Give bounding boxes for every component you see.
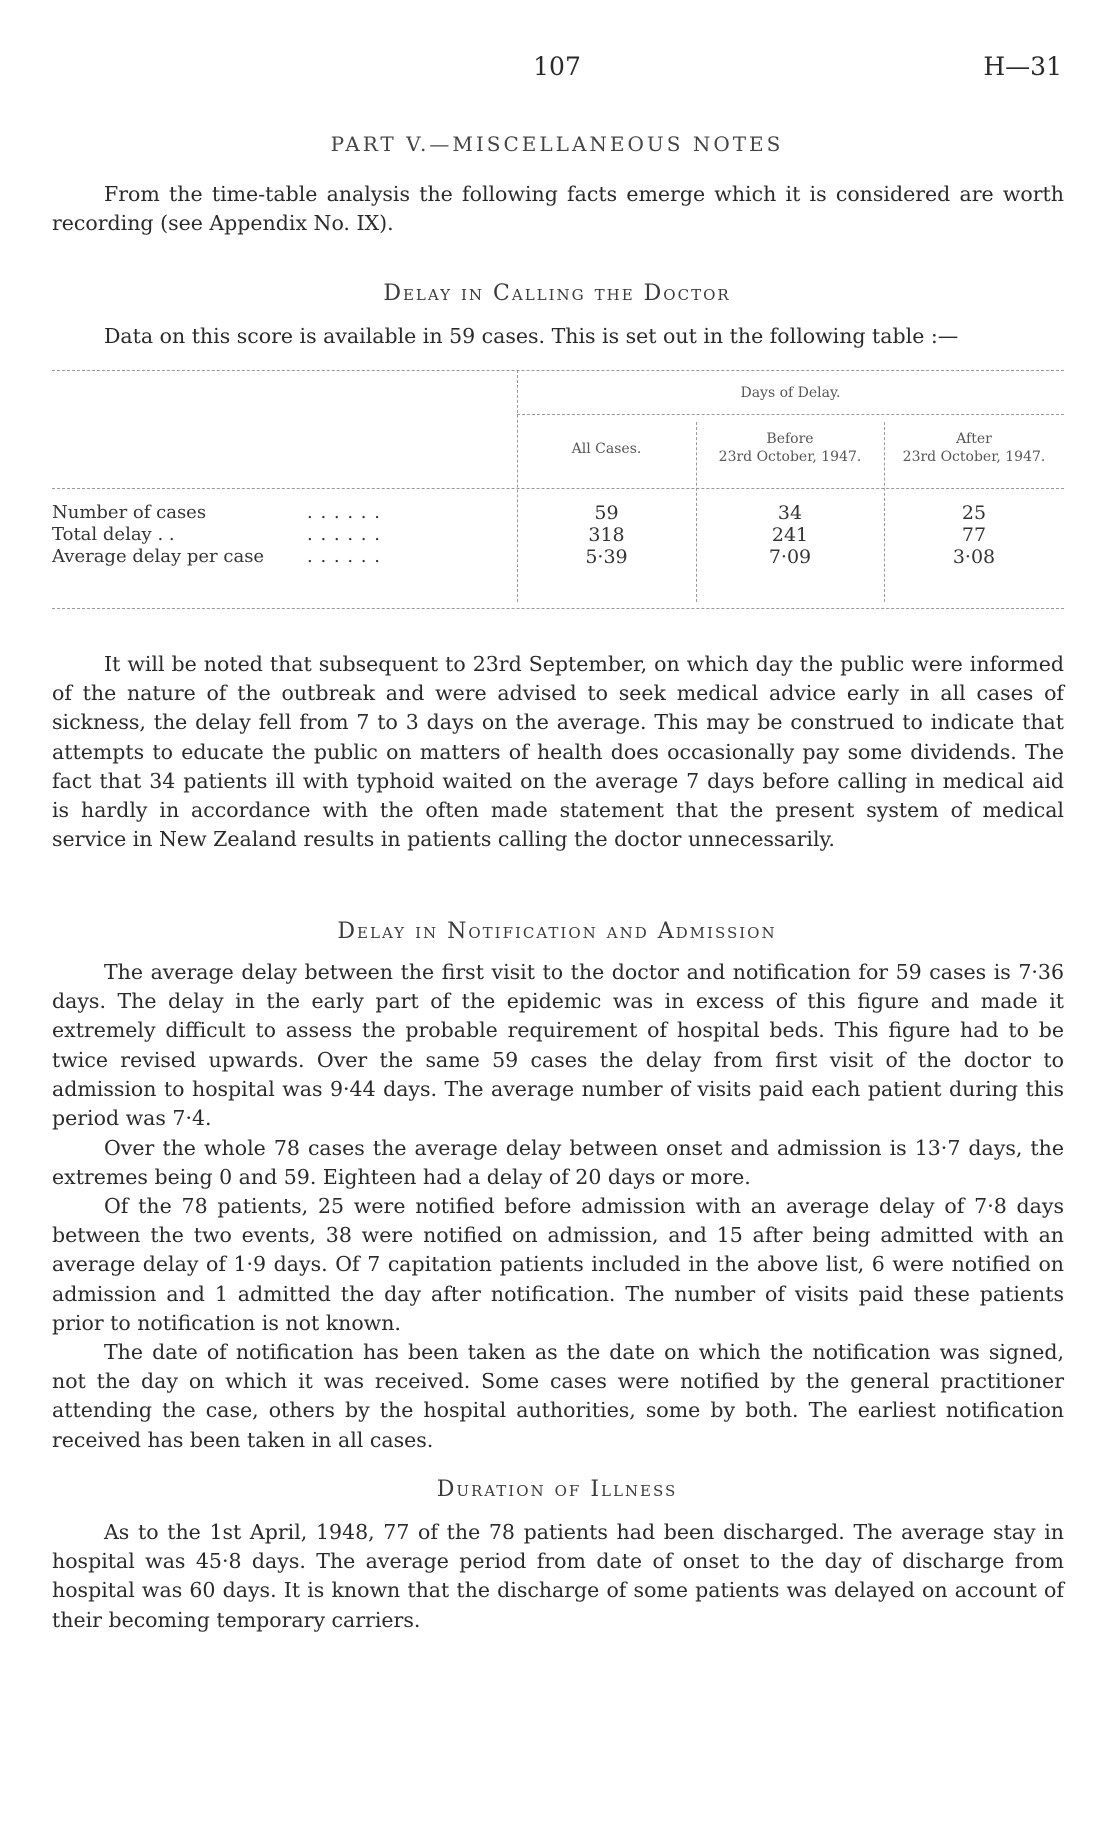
section-title-delay-notification: Delay in Notification and Admission xyxy=(337,919,777,944)
row-label-number-of-cases: Number of cases xyxy=(52,502,207,523)
section2-paragraph-1: The average delay between the first visit to the doctor and notification for 59 cases is 7·36 days. The delay in the early part of the epidemic was in excess of this figure and made it extremely difficult to assess the probable requirement of hospital beds. This figure had to be twice revised upwards. Over the same 59 cases the delay from first visit of the doctor to admission to hospital was 9·44 days. The average number of visits paid each patient during this period was 7·4. xyxy=(52,960,1064,1131)
row-label-average-delay: Average delay per case xyxy=(52,546,265,567)
section3-paragraph: As to the 1st April, 1948, 77 of the 78 patients had been discharged. The average stay in hospital was 45·8 days. The average period from date of onset to the day of discharge from hospital was 60 days. It is known that the discharge of some patients was delayed on account of their becoming temporary carriers. xyxy=(52,1520,1064,1632)
table-cell: 241 xyxy=(771,524,809,546)
table-cell: 77 xyxy=(961,524,987,546)
row-label-total-delay: Total delay . . xyxy=(52,524,175,545)
section1-lead: Data on this score is available in 59 cases. This is set out in the following table :— xyxy=(104,324,959,348)
section-title-delay-calling-doctor: Delay in Calling the Doctor xyxy=(383,281,731,306)
column-header-after: After xyxy=(956,431,992,447)
section2-paragraph-2: Over the whole 78 cases the average delay between onset and admission is 13·7 days, the extremes being 0 and 59. Eighteen had a delay of 20 days or more. xyxy=(52,1136,1064,1190)
section1-paragraph: It will be noted that subsequent to 23rd September, on which day the public were informed of the nature of the outbreak and were advised to seek medical advice early in all cases of sickness, the delay fell from 7 to 3 days on the average. This may be construed to indicate that attempts to educate the public on matters of health does occasionally pay some dividends. The fact that 34 patients ill with typhoid waited on the average 7 days before calling in medical aid is hardly in accordance with the often made statement that the present system of medical service in New Zealand results in patients calling the doctor unnecessarily. xyxy=(52,652,1064,852)
table-cell: 7·09 xyxy=(768,546,812,568)
table-bottom-rule xyxy=(52,608,1064,609)
document-code: H—31 xyxy=(983,52,1062,81)
section-title-duration-of-illness: Duration of Illness xyxy=(436,1477,678,1502)
leader-dots: . . . . . . xyxy=(307,502,381,523)
table-header-bottom-rule xyxy=(52,488,1064,489)
column-header-after-date: 23rd October, 1947. xyxy=(902,449,1046,465)
table-cell: 59 xyxy=(594,502,619,524)
column-header-before: Before xyxy=(766,431,814,447)
column-header-before-date: 23rd October, 1947. xyxy=(718,449,862,465)
table-cell: 25 xyxy=(961,502,987,524)
intro-paragraph: From the time-table analysis the following facts emerge which it is considered are worth recording (see Appendix No. IX). xyxy=(52,182,1064,236)
delay-table xyxy=(52,370,1064,612)
section2-paragraph-4: The date of notification has been taken as the date on which the notification was signed, not the day on which it was received. Some cases were notified by the general practitioner attending the case, others by the hospital authorities, some by both. The earliest notification received has been taken in all cases. xyxy=(52,1340,1064,1452)
leader-dots: . . . . . . xyxy=(307,524,381,545)
part-title: PART V.—MISCELLANEOUS NOTES xyxy=(330,132,784,156)
page-number: 107 xyxy=(533,52,581,81)
table-group-header: Days of Delay. xyxy=(740,385,841,401)
column-header-all-cases: All Cases. xyxy=(571,441,642,457)
table-cell: 3·08 xyxy=(952,546,996,568)
section2-paragraph-3: Of the 78 patients, 25 were notified before admission with an average delay of 7·8 days between the two events, 38 were notified on admission, and 15 after being admitted with an average delay of 1·9 days. Of 7 capitation patients included in the above list, 6 were notified on admission and 1 admitted the day after notification. The number of visits paid these patients prior to notification is not known. xyxy=(52,1194,1064,1335)
table-cell: 318 xyxy=(588,524,625,546)
table-cell: 34 xyxy=(777,502,803,524)
table-cell: 5·39 xyxy=(585,546,628,568)
leader-dots: . . . . . . xyxy=(307,546,381,567)
table-top-rule xyxy=(52,370,1064,371)
table-header-rule xyxy=(517,414,1064,415)
